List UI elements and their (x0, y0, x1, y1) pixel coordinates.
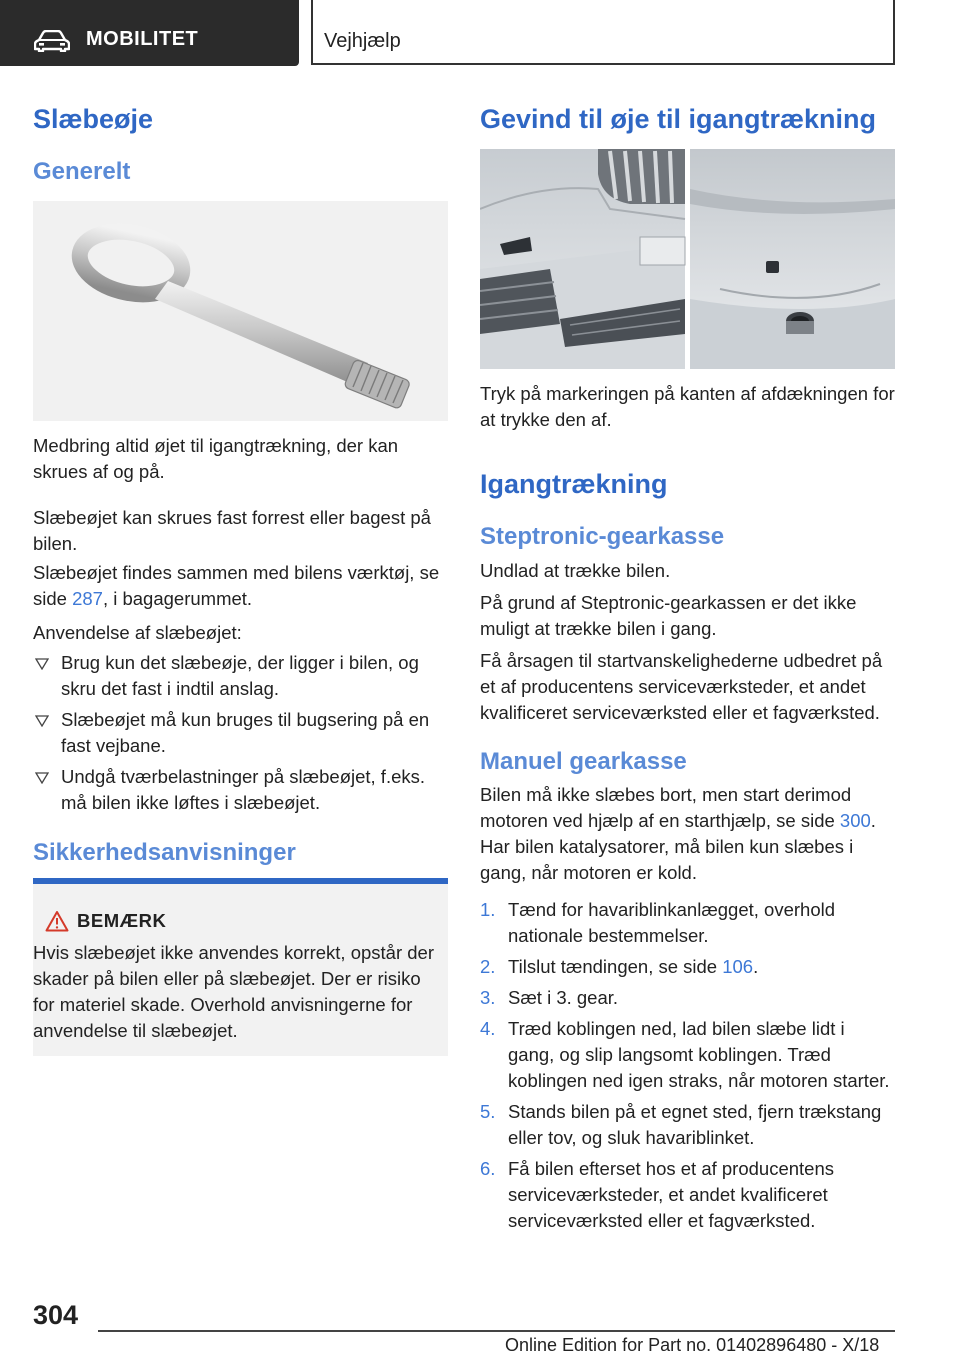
subtitle-general: Generelt (33, 158, 131, 185)
chapter-name: Vejhjælp (324, 30, 401, 52)
notice-heading: BEMÆRK (77, 910, 167, 931)
notice-box (33, 878, 448, 1056)
list-item: 6. Få bilen efterset hos et af producentens serviceværksteder, et andet kvalificeret serviceværksted eller et fagværksted. (480, 1158, 835, 1231)
notice-text: Hvis slæbeøjet ikke anvendes korrekt, opstår der skader på bilen eller på slæbeøjet. Der er risiko for materiel skade. Overhold anvisningerne for anvendelse til slæbeøjet. (33, 942, 435, 1041)
subtitle-manual: Manuel gearkasse (480, 748, 687, 775)
paragraph-bring-eye: Medbring altid øjet til igangtrækning, der kan skrues af og på. (33, 435, 399, 482)
edition-text: Online Edition for Part no. 01402896480 - X/18 (505, 1335, 880, 1355)
paragraph-manual: Bilen må ikke slæbes bort, men start derimod motoren ved hjælp af en starthjælp, se side 300. Har bilen katalysatorer, må bilen kun slæbes i gang, når motoren er kold. (480, 784, 876, 883)
page-number: 304 (33, 1300, 79, 1330)
title-thread: Gevind til øje til igangtrækning (480, 104, 877, 134)
page-header (0, 0, 960, 66)
towing-eye-image (33, 201, 448, 421)
paragraph-location: Slæbeøjet findes sammen med bilens værktøj, se side 287, i bagagerummet. (33, 562, 440, 609)
page-link-300[interactable]: 300 (839, 810, 871, 831)
paragraph-steptronic: På grund af Steptronic-gearkassen er det ikke muligt at trække bilen i gang. (480, 592, 857, 639)
list-item: Brug kun det slæbeøje, der ligger i bilen, og skru det fast i indtil anslag. (33, 650, 448, 702)
paragraph-press-mark: Tryk på markeringen på kanten af afdækningen for at trykke den af. (480, 383, 895, 430)
steps-list (480, 897, 895, 1239)
title-towing-eye: Slæbeøje (33, 104, 154, 134)
page-link-106[interactable]: 106 (722, 956, 754, 977)
triangle-bullet-icon (35, 715, 49, 727)
paragraph-service: Få årsagen til startvanskelighederne udbedret på et af producentens serviceværksteder, et andet kvalificeret serviceværksted eller et fagværksted. (480, 650, 883, 723)
list-item: 4. Træd koblingen ned, lad bilen slæbe lidt i gang, og slip langsomt koblingen. Træd koblingen ned igen straks, når motoren starter. (480, 1018, 890, 1091)
list-item: 2. Tilslut tændingen, se side 106. (480, 956, 759, 977)
subtitle-steptronic: Steptronic-gearkasse (480, 523, 725, 550)
subtitle-safety: Sikkerhedsanvisninger (33, 839, 296, 866)
warning-icon (45, 910, 69, 932)
list-item: 1. Tænd for havariblinkanlægget, overhold nationale bestemmelser. (480, 899, 836, 946)
section-name: MOBILITET (86, 28, 199, 50)
list-item: 5. Stands bilen på et egnet sted, fjern trækstang eller tov, og sluk havariblinket. (480, 1101, 882, 1148)
car-icon (34, 30, 70, 52)
paragraph-usage: Anvendelse af slæbeøjet: (33, 622, 242, 643)
list-item: Slæbeøjet må kun bruges til bugsering på en fast vejbane. (33, 707, 448, 759)
footer-divider (98, 1330, 895, 1332)
paragraph-no-tow: Undlad at trække bilen. (480, 560, 671, 581)
paragraph-mount: Slæbeøjet kan skrues fast forrest eller bagest på bilen. (33, 507, 431, 554)
list-item: 3. Sæt i 3. gear. (480, 987, 619, 1008)
triangle-bullet-icon (35, 658, 49, 670)
list-item: Undgå tværbelastninger på slæbeøjet, f.eks. må bilen ikke løftes i slæbeøjet. (33, 764, 448, 816)
usage-list (33, 650, 448, 821)
triangle-bullet-icon (35, 772, 49, 784)
bumper-covers-image (480, 149, 895, 369)
page-link-287[interactable]: 287 (72, 588, 103, 609)
title-tow-start: Igangtrækning (480, 469, 668, 499)
